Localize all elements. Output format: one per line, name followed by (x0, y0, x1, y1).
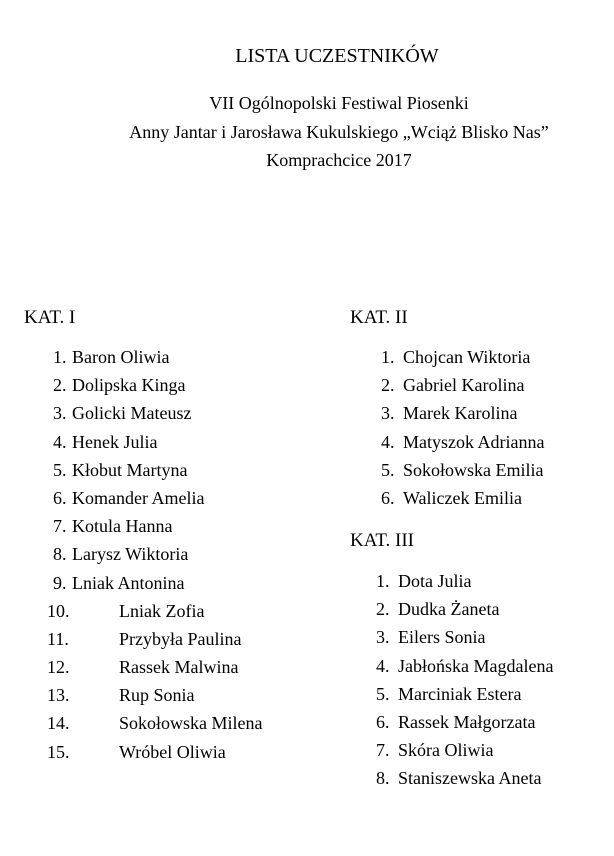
participant-number: 6. (381, 487, 395, 508)
participant-list-kat-ii (0, 343, 614, 512)
participant-item (0, 567, 614, 595)
participant-item (0, 623, 614, 651)
participant-number: 1. (53, 347, 67, 367)
participant-number: 6. (376, 711, 390, 732)
participant-item (0, 652, 614, 680)
category-heading-kat-iii: KAT. III (350, 530, 415, 551)
participant-number: 12. (47, 657, 70, 678)
participant-number: 8. (376, 768, 390, 789)
participant-name: Gabriel Karolina (403, 375, 525, 396)
participant-number: 5. (381, 459, 395, 480)
participant-number: 2. (53, 375, 67, 396)
category-heading-kat-i: KAT. I (24, 307, 76, 328)
event-subtitle (32, 89, 614, 175)
subtitle-line: Anny Jantar i Jarosława Kukulskiego „Wciąż Blisko Nas” (129, 121, 549, 142)
participant-item (0, 343, 614, 371)
participant-item (0, 399, 614, 427)
subtitle-line: Komprachcice 2017 (266, 150, 412, 170)
participant-name: Marciniak Estera (398, 683, 522, 704)
participant-item (0, 708, 614, 736)
participant-name: Matyszok Adrianna (403, 431, 545, 452)
participant-number: 4. (53, 431, 67, 452)
participant-name: Lniak Zofia (119, 600, 205, 621)
participant-name: Dota Julia (398, 571, 472, 591)
participant-name: Rassek Malwina (119, 657, 239, 678)
participant-number: 2. (376, 599, 390, 620)
participant-number: 3. (381, 403, 395, 424)
participant-name: Lniak Antonina (72, 572, 185, 593)
participant-number: 1. (376, 571, 390, 591)
participant-item (0, 512, 320, 540)
participant-number: 7. (376, 740, 390, 761)
participant-number: 13. (47, 685, 70, 706)
participant-name: Henek Julia (72, 431, 158, 452)
participant-list-kat-iii (0, 567, 614, 793)
participant-name: Golicki Mateusz (72, 403, 192, 424)
participant-number: 7. (53, 516, 67, 537)
participant-name: Dudka Żaneta (398, 599, 500, 620)
subtitle-line: VII Ogólnopolski Festiwal Piosenki (209, 93, 469, 113)
participant-name: Skóra Oliwia (398, 740, 494, 761)
participant-item (0, 456, 614, 484)
participant-number: 11. (47, 628, 69, 649)
participant-name: Rassek Małgorzata (398, 711, 536, 732)
participant-name: Komander Amelia (72, 487, 205, 508)
participant-number: 9. (53, 572, 67, 593)
participant-number: 6. (53, 487, 67, 508)
participant-item (0, 484, 614, 512)
participant-item (0, 764, 614, 792)
participant-name: Rup Sonia (119, 685, 195, 706)
participant-name: Staniszewska Aneta (398, 768, 542, 789)
document-title: LISTA UCZESTNIKÓW (235, 45, 439, 67)
participant-item (0, 680, 614, 708)
participant-name: Jabłońska Magdalena (398, 655, 554, 676)
participant-item (0, 736, 614, 764)
participant-name: Kłobut Martyna (72, 459, 188, 480)
participant-number: 10. (47, 600, 70, 621)
participant-name: Sokołowska Milena (119, 713, 263, 734)
participant-number: 14. (47, 713, 70, 734)
participant-number: 15. (47, 741, 70, 762)
participant-name: Kotula Hanna (72, 516, 173, 537)
participant-item (0, 428, 614, 456)
participant-number: 5. (53, 459, 67, 480)
participant-item (0, 371, 614, 399)
participant-name: Waliczek Emilia (403, 487, 522, 508)
participant-number: 3. (53, 403, 67, 424)
participant-number: 2. (381, 375, 395, 396)
participant-number: 5. (376, 683, 390, 704)
category-heading-kat-ii: KAT. II (350, 307, 408, 328)
participant-number: 1. (381, 347, 395, 367)
participant-name: Wróbel Oliwia (119, 741, 226, 762)
participant-number: 8. (53, 544, 67, 565)
participant-name: Dolipska Kinga (72, 375, 186, 396)
participant-number: 3. (376, 627, 390, 648)
participant-name: Chojcan Wiktoria (403, 347, 531, 367)
participant-number: 4. (381, 431, 395, 452)
participant-name: Marek Karolina (403, 403, 518, 424)
participant-number: 4. (376, 655, 390, 676)
participant-name: Larysz Wiktoria (72, 544, 189, 565)
participant-name: Eilers Sonia (398, 627, 486, 648)
participant-name: Sokołowska Emilia (403, 459, 544, 480)
participant-item (0, 595, 614, 623)
participant-item (0, 540, 320, 568)
participant-name: Baron Oliwia (72, 347, 170, 367)
participant-name: Przybyła Paulina (119, 628, 242, 649)
